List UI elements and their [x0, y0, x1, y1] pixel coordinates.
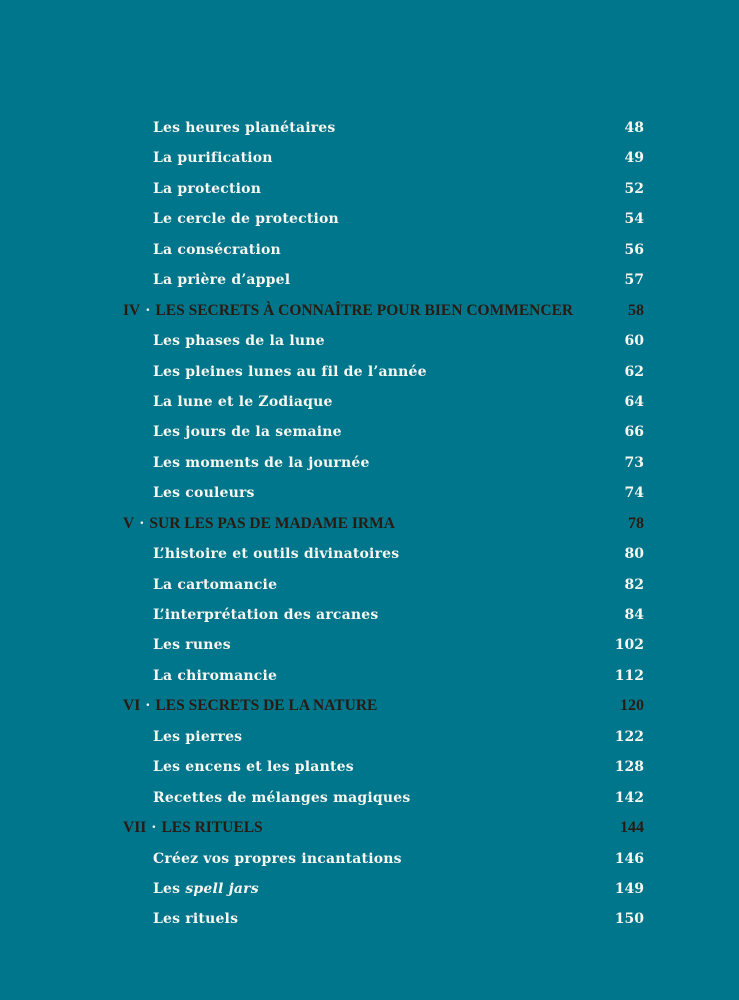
section-numeral: VII	[123, 819, 147, 837]
toc-entry[interactable]	[0, 722, 739, 752]
toc-entry-page: 49	[624, 150, 644, 167]
toc-entry-page: 102	[614, 637, 644, 654]
section-title: LES RITUELS	[161, 819, 263, 837]
toc-entry[interactable]	[0, 904, 739, 934]
section-title: LES SECRETS DE LA NATURE	[155, 697, 378, 715]
toc-entry-page: 73	[624, 454, 644, 471]
toc-entry-title: Les pleines lunes au fil de l’année	[153, 363, 427, 380]
section-title: SUR LES PAS DE MADAME IRMA	[149, 514, 395, 532]
toc-entry[interactable]	[0, 448, 739, 478]
section-separator: ·	[139, 514, 145, 532]
toc-entry-title: La consécration	[153, 241, 281, 258]
toc-entry-title: L’interprétation des arcanes	[153, 607, 379, 623]
toc-entry-title: La lune et le Zodiaque	[153, 393, 333, 410]
toc-entry-page: 54	[624, 211, 644, 228]
toc-entry[interactable]	[0, 844, 739, 874]
toc-entry-page: 48	[624, 120, 644, 136]
toc-entry-title: La cartomancie	[153, 576, 278, 593]
toc-entry-page: 62	[624, 363, 644, 380]
toc-entry-title: Les couleurs	[153, 485, 255, 502]
toc-entry-page: 64	[624, 393, 644, 410]
toc-section-title	[123, 509, 395, 539]
toc-entry-page: 66	[624, 424, 644, 441]
toc-entry[interactable]	[0, 174, 739, 204]
toc-entry-title: La purification	[153, 150, 273, 167]
toc-section-heading[interactable]	[0, 691, 739, 721]
toc-entry-title: La protection	[153, 180, 262, 197]
toc-entry-title: Les pierres	[153, 728, 243, 745]
toc-section-page: 58	[628, 301, 644, 319]
toc-entry-title: La chiromancie	[153, 667, 278, 684]
toc-entry-title: Les heures planétaires	[153, 120, 336, 136]
toc-entry[interactable]	[0, 570, 739, 600]
toc-entry[interactable]	[0, 752, 739, 782]
toc-entry-title: La prière d’appel	[153, 272, 291, 289]
toc-entry[interactable]	[0, 661, 739, 691]
toc-entry[interactable]	[0, 235, 739, 265]
toc-entry[interactable]	[0, 113, 739, 143]
toc-entry[interactable]	[0, 539, 739, 569]
toc-entry-title: Les phases de la lune	[153, 333, 325, 350]
section-separator: ·	[145, 697, 151, 715]
toc-entry-page: 112	[614, 667, 644, 684]
toc-entry-page: 84	[624, 607, 644, 623]
toc-entry[interactable]	[0, 417, 739, 447]
toc-section-title	[123, 296, 573, 326]
toc-entry[interactable]	[0, 600, 739, 630]
toc-entry[interactable]	[0, 874, 739, 904]
toc-entry[interactable]	[0, 783, 739, 813]
section-separator: ·	[151, 819, 157, 837]
toc-entry-page: 56	[624, 241, 644, 258]
toc-entry[interactable]	[0, 630, 739, 660]
section-separator: ·	[145, 301, 151, 319]
toc-section-title	[123, 813, 263, 843]
toc-section-page: 120	[620, 697, 644, 715]
section-numeral: V	[123, 514, 135, 532]
section-numeral: IV	[123, 301, 141, 319]
toc-entry[interactable]	[0, 387, 739, 417]
toc-entry-page: 80	[624, 546, 644, 563]
toc-entry-page: 149	[614, 880, 644, 897]
toc-entry-title: L’histoire et outils divinatoires	[153, 546, 400, 563]
table-of-contents	[0, 113, 739, 935]
toc-entry-page: 74	[624, 485, 644, 502]
toc-entry-title: Les encens et les plantes	[153, 759, 354, 776]
section-title: LES SECRETS À CONNAÎTRE POUR BIEN COMMENCER	[155, 301, 574, 319]
title-prefix: Les	[153, 880, 186, 897]
toc-entry-title: Les runes	[153, 637, 231, 654]
toc-entry-page: 150	[614, 911, 644, 928]
toc-entry[interactable]	[0, 143, 739, 173]
toc-entry[interactable]	[0, 265, 739, 295]
toc-entry-title: Les rituels	[153, 911, 239, 928]
toc-entry-title: Les jours de la semaine	[153, 424, 342, 441]
toc-entry-page: 52	[624, 180, 644, 197]
toc-entry[interactable]	[0, 478, 739, 508]
toc-entry-page: 128	[614, 759, 644, 776]
toc-entry-page: 146	[614, 850, 644, 867]
toc-entry-title: Créez vos propres incantations	[153, 850, 402, 867]
toc-entry-title	[153, 874, 259, 904]
toc-entry[interactable]	[0, 357, 739, 387]
toc-section-heading[interactable]	[0, 813, 739, 843]
toc-entry-page: 60	[624, 333, 644, 350]
toc-entry-page: 57	[624, 272, 644, 289]
toc-section-page: 78	[628, 514, 644, 532]
toc-section-page: 144	[620, 819, 644, 837]
toc-entry[interactable]	[0, 204, 739, 234]
title-italic: spell jars	[185, 880, 259, 897]
toc-entry-title: Le cercle de protection	[153, 211, 339, 228]
toc-section-heading[interactable]	[0, 296, 739, 326]
toc-entry-title: Les moments de la journée	[153, 454, 370, 471]
section-numeral: VI	[123, 697, 141, 715]
toc-entry-page: 142	[614, 789, 644, 806]
toc-entry[interactable]	[0, 326, 739, 356]
toc-entry-page: 122	[614, 728, 644, 745]
toc-section-heading[interactable]	[0, 509, 739, 539]
toc-entry-title: Recettes de mélanges magiques	[153, 789, 411, 806]
toc-entry-page: 82	[624, 576, 644, 593]
toc-section-title	[123, 691, 377, 721]
